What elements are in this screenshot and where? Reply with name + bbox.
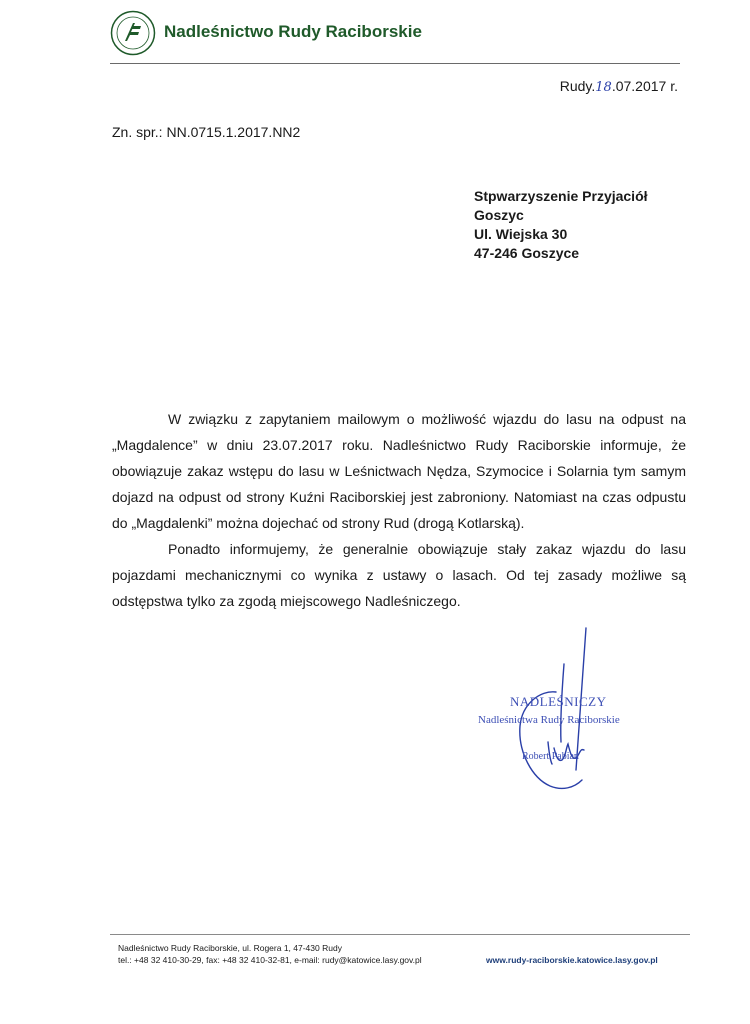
case-reference [112, 124, 300, 140]
footer-contact: tel.: +48 32 410-30-29, fax: +48 32 410-32-81, e-mail: rudy@katowice.lasy.gov.pl [118, 955, 422, 965]
stamp-organization: Nadleśnictwa Rudy Raciborskie [478, 714, 620, 726]
date-prefix: Rudy. [559, 78, 596, 94]
body-paragraph: Ponadto informujemy, że generalnie obowiązuje stały zakaz wjazdu do lasu pojazdami mechanicznymi co wynika z ustawy o lasach. Od tej zasady możliwe są odstępstwa tylko za zgodą miejscowego Nadleśniczego. [112, 541, 686, 609]
body-paragraph: W związku z zapytaniem mailowym o możliwość wjazdu do lasu na odpust na „Magdalence” w dniu 23.07.2017 roku. Nadleśnictwo Rudy Raciborskie informuje, że obowiązuje zakaz wstępu do lasu w Leśnictwach Nędza, Szymocice i Solarnia tym samym dojazd na odpust od strony Kuźni Raciborskiej jest zabroniony. Natomiast na czas odpustu do „Magdalenki” można dojechać od strony Rud (drogą Kotlarską). [112, 411, 686, 531]
letter-date [560, 78, 678, 95]
date-suffix: .07.2017 r. [611, 78, 678, 94]
footer-divider [110, 934, 690, 935]
reference-number: NN.0715.1.2017.NN2 [166, 124, 301, 140]
date-day-handwritten: 18 [595, 80, 612, 95]
stamp-name: Robert Pabian [522, 751, 579, 762]
header-divider [110, 63, 680, 64]
recipient-line: 47-246 Goszyce [474, 245, 580, 261]
reference-label: Zn. spr.: [112, 124, 163, 140]
stamp-title: NADLEŚNICZY [510, 694, 607, 709]
recipient-address [474, 187, 648, 263]
lasy-panstwowe-logo-icon [110, 10, 156, 56]
footer-website-link[interactable]: www.rudy-raciborskie.katowice.lasy.gov.pl [486, 955, 658, 965]
letter-body [112, 406, 686, 614]
footer-address: Nadleśnictwo Rudy Raciborskie, ul. Rogera 1, 47-430 Rudy [118, 943, 342, 953]
handwritten-signature [470, 620, 670, 800]
recipient-line: Stpwarzyszenie Przyjaciół [474, 188, 648, 204]
recipient-line: Goszyc [474, 207, 524, 223]
recipient-line: Ul. Wiejska 30 [474, 226, 568, 242]
organization-name: Nadleśnictwo Rudy Raciborskie [164, 22, 422, 41]
